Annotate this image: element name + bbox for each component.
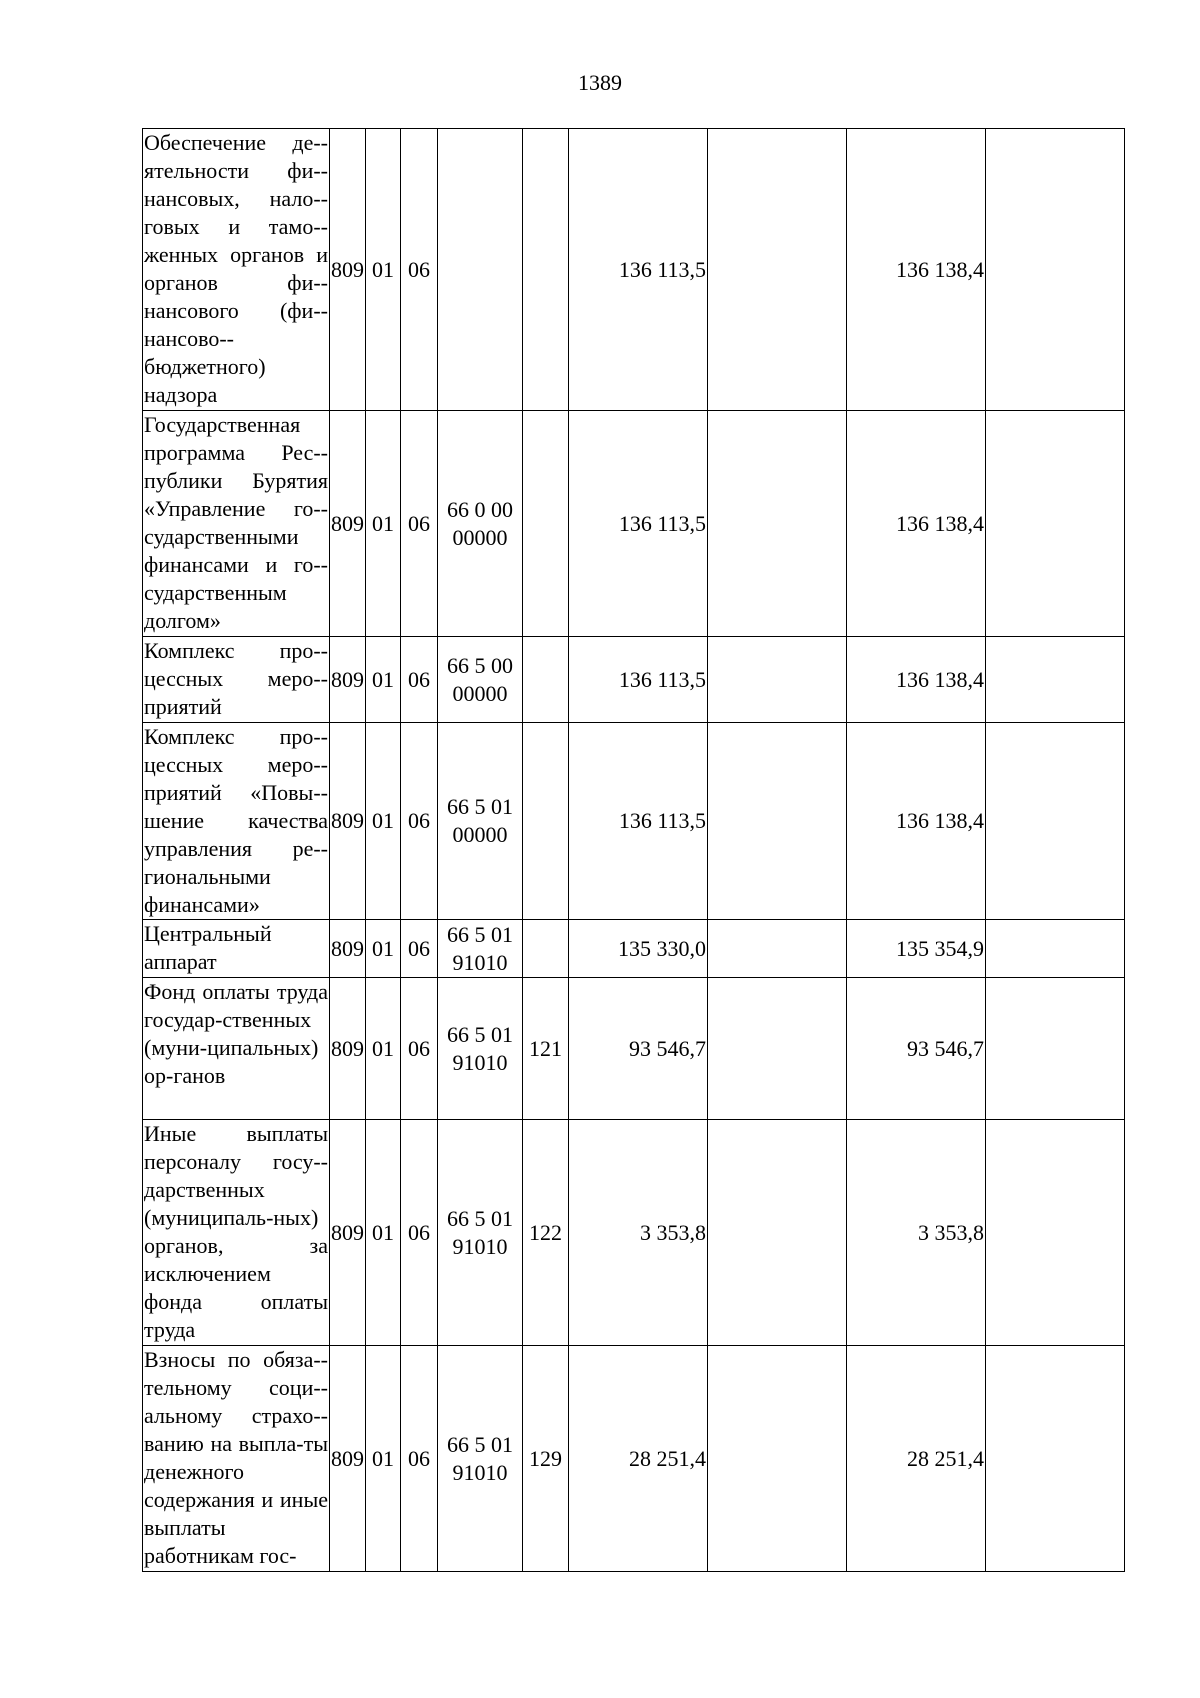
expense-type-cell: 121 bbox=[523, 978, 569, 1120]
empty-cell bbox=[986, 129, 1125, 411]
empty-cell bbox=[986, 723, 1125, 920]
grbs-cell: 809 bbox=[330, 637, 366, 723]
amount-1-cell: 136 113,5 bbox=[569, 411, 708, 637]
target-article-cell bbox=[438, 1346, 523, 1572]
amount-1-cell: 28 251,4 bbox=[569, 1346, 708, 1572]
section-cell: 01 bbox=[366, 129, 401, 411]
amount-2-cell: 136 138,4 bbox=[847, 129, 986, 411]
table-row bbox=[143, 723, 1125, 920]
subsection-cell: 06 bbox=[401, 723, 438, 920]
target-article-cell bbox=[438, 411, 523, 637]
target-article-line-2: 91010 bbox=[452, 1459, 508, 1485]
row-name-cell: Комплекс про-цессных меро-приятий bbox=[143, 637, 330, 723]
grbs-cell: 809 bbox=[330, 1120, 366, 1346]
empty-cell bbox=[986, 920, 1125, 978]
target-article-cell bbox=[438, 978, 523, 1120]
amount-2-cell: 136 138,4 bbox=[847, 411, 986, 637]
target-article-cell bbox=[438, 637, 523, 723]
target-article-line-2: 91010 bbox=[452, 1049, 508, 1075]
empty-cell bbox=[708, 1346, 847, 1572]
table-row bbox=[143, 411, 1125, 637]
table-row bbox=[143, 1346, 1125, 1572]
row-name-cell: Комплекс про-цессных меро-приятий «Повы-шение качества управления ре-гиональными финансами» bbox=[143, 723, 330, 920]
table-row bbox=[143, 637, 1125, 723]
section-cell: 01 bbox=[366, 723, 401, 920]
section-cell: 01 bbox=[366, 920, 401, 978]
empty-cell bbox=[708, 129, 847, 411]
section-cell: 01 bbox=[366, 1120, 401, 1346]
expense-type-cell bbox=[523, 920, 569, 978]
target-article-line-1: 66 5 01 bbox=[447, 1431, 513, 1457]
row-name-cell: Иные выплаты персоналу госу-дарственных (муниципаль-ных) органов, за исключением фонда оплаты труда bbox=[143, 1120, 330, 1346]
section-cell: 01 bbox=[366, 978, 401, 1120]
empty-cell bbox=[986, 637, 1125, 723]
amount-2-cell: 28 251,4 bbox=[847, 1346, 986, 1572]
subsection-cell: 06 bbox=[401, 1346, 438, 1572]
table-row bbox=[143, 129, 1125, 411]
amount-2-cell: 136 138,4 bbox=[847, 723, 986, 920]
target-article-line-2: 91010 bbox=[452, 949, 508, 975]
row-name-cell: Центральный аппарат bbox=[143, 920, 330, 978]
target-article-line-1: 66 5 01 bbox=[447, 921, 513, 947]
expense-type-cell bbox=[523, 411, 569, 637]
subsection-cell: 06 bbox=[401, 637, 438, 723]
subsection-cell: 06 bbox=[401, 920, 438, 978]
empty-cell bbox=[708, 637, 847, 723]
table-row bbox=[143, 920, 1125, 978]
amount-2-cell: 93 546,7 bbox=[847, 978, 986, 1120]
grbs-cell: 809 bbox=[330, 411, 366, 637]
target-article-line-2: 00000 bbox=[452, 680, 508, 706]
row-name-cell: Взносы по обяза-тельному соци-альному страхо-ванию на выпла-ты денежного содержания и иные выплаты работникам гос- bbox=[143, 1346, 330, 1572]
target-article-line-2: 91010 bbox=[452, 1233, 508, 1259]
target-article-cell bbox=[438, 920, 523, 978]
target-article-cell bbox=[438, 1120, 523, 1346]
expense-type-cell: 129 bbox=[523, 1346, 569, 1572]
expense-type-cell bbox=[523, 637, 569, 723]
row-name-cell: Обеспечение де-ятельности фи-нансовых, нало-говых и тамо-женных органов и органов фи-нансового (фи-нансово-бюджетного) надзора bbox=[143, 129, 330, 411]
grbs-cell: 809 bbox=[330, 920, 366, 978]
subsection-cell: 06 bbox=[401, 129, 438, 411]
expense-type-cell bbox=[523, 723, 569, 920]
target-article-line-2: 00000 bbox=[452, 822, 508, 847]
grbs-cell: 809 bbox=[330, 723, 366, 920]
target-article-line-1: 66 0 00 bbox=[447, 496, 513, 522]
amount-2-cell: 135 354,9 bbox=[847, 920, 986, 978]
empty-cell bbox=[986, 1120, 1125, 1346]
empty-cell bbox=[986, 978, 1125, 1120]
section-cell: 01 bbox=[366, 637, 401, 723]
row-name-cell: Фонд оплаты труда государ-ственных (муни-ципальных) ор-ганов bbox=[143, 978, 330, 1120]
amount-1-cell: 136 113,5 bbox=[569, 129, 708, 411]
table-row bbox=[143, 978, 1125, 1120]
grbs-cell: 809 bbox=[330, 978, 366, 1120]
expense-type-cell: 122 bbox=[523, 1120, 569, 1346]
empty-cell bbox=[708, 411, 847, 637]
amount-2-cell: 136 138,4 bbox=[847, 637, 986, 723]
target-article-cell bbox=[438, 723, 523, 920]
amount-2-cell: 3 353,8 bbox=[847, 1120, 986, 1346]
target-article-line-1: 66 5 01 bbox=[447, 1021, 513, 1047]
empty-cell bbox=[708, 920, 847, 978]
amount-1-cell: 135 330,0 bbox=[569, 920, 708, 978]
amount-1-cell: 93 546,7 bbox=[569, 978, 708, 1120]
empty-cell bbox=[708, 1120, 847, 1346]
target-article-line-1: 66 5 01 bbox=[447, 1205, 513, 1231]
target-article-line-1: 66 5 01 bbox=[447, 794, 513, 819]
empty-cell bbox=[986, 411, 1125, 637]
empty-cell bbox=[708, 978, 847, 1120]
target-article-line-2: 00000 bbox=[452, 524, 508, 550]
amount-1-cell: 3 353,8 bbox=[569, 1120, 708, 1346]
grbs-cell: 809 bbox=[330, 129, 366, 411]
subsection-cell: 06 bbox=[401, 411, 438, 637]
section-cell: 01 bbox=[366, 1346, 401, 1572]
budget-table bbox=[142, 128, 1125, 1572]
amount-1-cell: 136 113,5 bbox=[569, 723, 708, 920]
subsection-cell: 06 bbox=[401, 1120, 438, 1346]
target-article-line-1: 66 5 00 bbox=[447, 652, 513, 678]
page-number: 1389 bbox=[578, 70, 622, 95]
subsection-cell: 06 bbox=[401, 978, 438, 1120]
target-article-cell bbox=[438, 129, 523, 411]
empty-cell bbox=[986, 1346, 1125, 1572]
grbs-cell: 809 bbox=[330, 1346, 366, 1572]
section-cell: 01 bbox=[366, 411, 401, 637]
amount-1-cell: 136 113,5 bbox=[569, 637, 708, 723]
expense-type-cell bbox=[523, 129, 569, 411]
row-name-cell: Государственная программа Рес-публики Бурятия «Управление го-сударственными финансами и го-сударственным долгом» bbox=[143, 411, 330, 637]
empty-cell bbox=[708, 723, 847, 920]
table-row bbox=[143, 1120, 1125, 1346]
